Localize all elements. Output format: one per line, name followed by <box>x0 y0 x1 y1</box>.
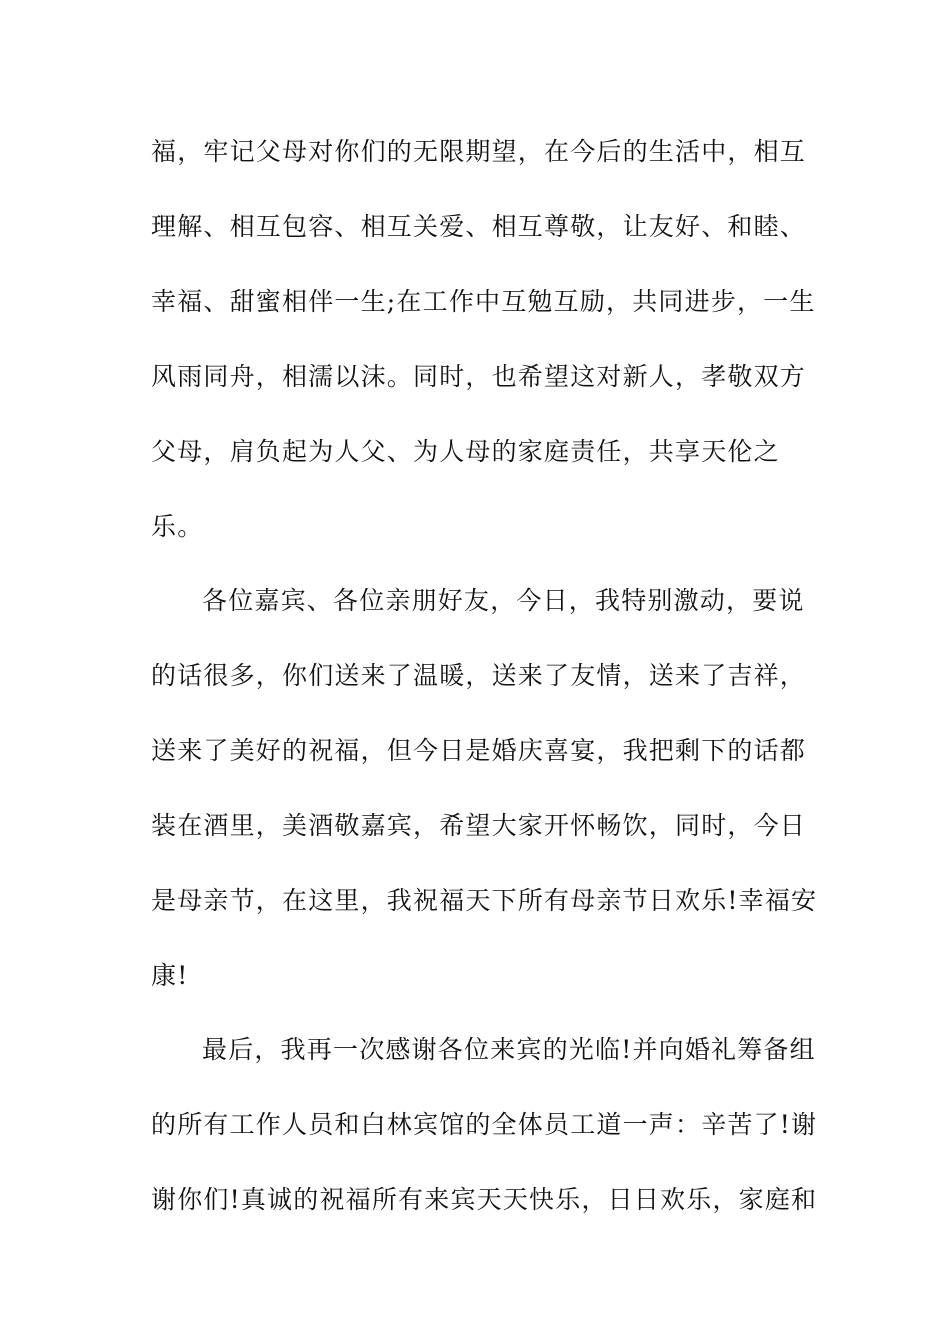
text-line: 乐。 <box>151 512 204 541</box>
text-line: 福，牢记父母对你们的无限期望，在今后的生活中，相互 <box>151 137 807 166</box>
text-line: 理解、相互包容、相互关爱、相互尊敬，让友好、和睦、 <box>151 212 807 241</box>
text-line: 装在酒里，美酒敬嘉宾，希望大家开怀畅饮，同时，今日 <box>151 811 807 840</box>
text-line: 风雨同舟，相濡以沫。同时，也希望这对新人，孝敬双方 <box>151 362 807 391</box>
text-line: 是母亲节，在这里，我祝福天下所有母亲节日欢乐!幸福安 <box>151 886 818 915</box>
text-line: 康! <box>151 961 189 990</box>
paragraph-first-line: 各位嘉宾、各位亲朋好友，今日，我特别激动，要说 <box>202 586 805 615</box>
text-line: 送来了美好的祝福，但今日是婚庆喜宴，我把剩下的话都 <box>151 736 807 765</box>
text-line: 父母，肩负起为人父、为人母的家庭责任，共享天伦之 <box>151 437 780 466</box>
text-line: 的所有工作人员和白林宾馆的全体员工道一声：辛苦了!谢 <box>151 1110 818 1139</box>
text-line: 幸福、甜蜜相伴一生;在工作中互勉互励，共同进步，一生 <box>151 287 816 316</box>
text-line: 的话很多，你们送来了温暖，送来了友情，送来了吉祥， <box>151 661 807 690</box>
text-line: 谢你们!真诚的祝福所有来宾天天快乐，日日欢乐，家庭和 <box>151 1185 818 1214</box>
paragraph-first-line: 最后，我再一次感谢各位来宾的光临!并向婚礼筹备组 <box>202 1035 816 1064</box>
